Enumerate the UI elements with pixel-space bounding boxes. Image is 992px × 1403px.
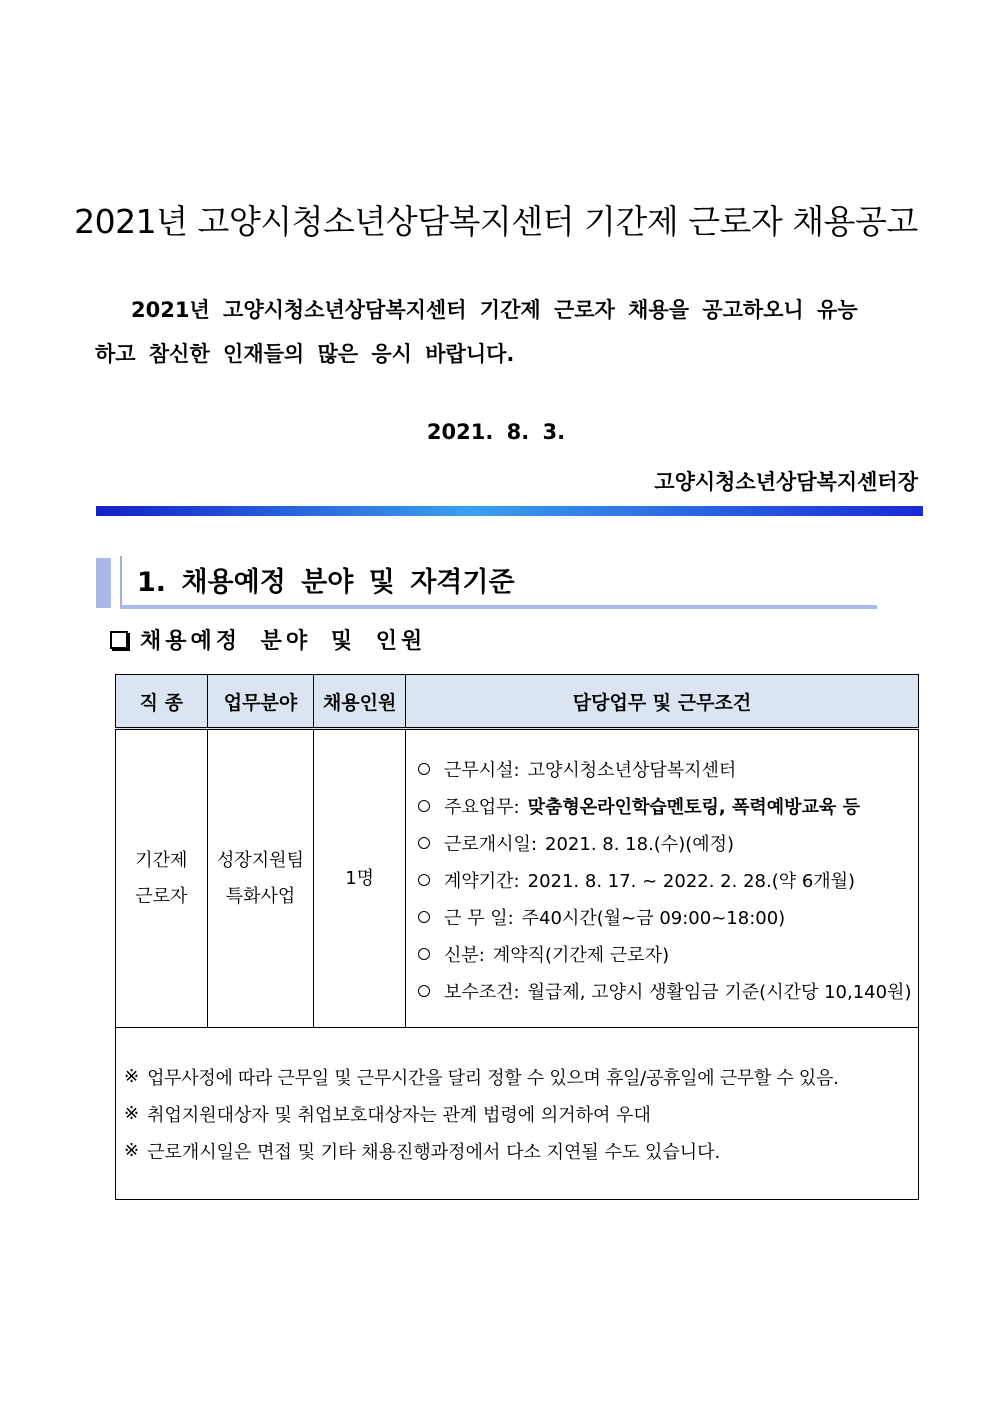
- duty-value: 계약직(기간제 근로자): [492, 944, 670, 966]
- duty-item-main-work: [416, 787, 918, 824]
- duty-label: 근로개시일:: [444, 833, 538, 855]
- circle-bullet-icon: [418, 763, 430, 775]
- intro-line-2: 하고 참신한 인재들의 많은 응시 바랍니다.: [95, 342, 515, 366]
- section-underline: [120, 605, 877, 609]
- note-item: [124, 1095, 918, 1132]
- duty-label: 주요업무:: [444, 796, 520, 818]
- notes-row: [116, 1028, 919, 1200]
- issuer-name: 고양시청소년상담복지센터장: [654, 470, 918, 494]
- duty-item-pay: [416, 972, 918, 1009]
- duty-label: 근 무 일:: [444, 907, 514, 929]
- cell-duties: [406, 729, 919, 1028]
- subheading-text: 채용예정 분야 및 인원: [140, 629, 427, 654]
- header-count: 채용인원: [314, 675, 406, 729]
- circle-bullet-icon: [418, 800, 430, 812]
- duty-value: 2021. 8. 18.(수)(예정): [545, 833, 735, 855]
- circle-bullet-icon: [418, 985, 430, 997]
- job-type-line-1: 기간제: [135, 849, 188, 871]
- section-title: 1. 채용예정 분야 및 자격기준: [137, 567, 515, 598]
- circle-bullet-icon: [418, 948, 430, 960]
- note-item: [124, 1058, 918, 1095]
- reference-mark-icon: ※: [124, 1140, 140, 1161]
- duty-value: 고양시청소년상담복지센터: [527, 759, 737, 781]
- intro-line-1: 2021년 고양시청소년상담복지센터 기간제 근로자 채용을 공고하오니 유능: [131, 298, 858, 322]
- circle-bullet-icon: [418, 874, 430, 886]
- table-header-row: [116, 675, 919, 729]
- field-line-1: 성장지원팀: [217, 849, 304, 871]
- job-type-line-2: 근로자: [135, 885, 188, 907]
- duty-value: 주40시간(월~금 09:00~18:00): [521, 907, 786, 929]
- duty-item-work-days: [416, 898, 918, 935]
- duty-item-facility: [416, 750, 918, 787]
- duty-label: 계약기간:: [444, 870, 520, 892]
- circle-bullet-icon: [418, 837, 430, 849]
- checkbox-square-icon: [110, 631, 128, 649]
- duty-value: 2021. 8. 17. ~ 2022. 2. 28.(약 6개월): [527, 870, 856, 892]
- duty-label: 신분:: [444, 944, 485, 966]
- note-text: 업무사정에 따라 근무일 및 근무시간을 달리 정할 수 있으며 휴일/공휴일에 근무할 수 있음.: [147, 1067, 839, 1089]
- note-item: [124, 1132, 918, 1169]
- duty-value: 월급제, 고양시 생활임금 기준(시간당 10,140원): [527, 981, 912, 1003]
- cell-notes: [116, 1028, 919, 1200]
- section-accent-bar: [96, 558, 111, 608]
- header-job-type: 직 종: [116, 675, 208, 729]
- section-border-left: [120, 556, 122, 608]
- recruitment-table: [115, 674, 919, 1200]
- table-row: [116, 729, 919, 1028]
- note-text: 취업지원대상자 및 취업보호대상자는 관계 법령에 의거하여 우대: [147, 1104, 651, 1126]
- circle-bullet-icon: [418, 911, 430, 923]
- reference-mark-icon: ※: [124, 1103, 140, 1124]
- duty-label: 보수조건:: [444, 981, 520, 1003]
- duty-item-contract-period: [416, 861, 918, 898]
- field-line-2: 특화사업: [225, 885, 296, 907]
- duty-item-start-date: [416, 824, 918, 861]
- duty-item-status: [416, 935, 918, 972]
- document-title: 2021년 고양시청소년상담복지센터 기간제 근로자 채용공고: [74, 202, 918, 241]
- announcement-date: 2021. 8. 3.: [426, 420, 566, 444]
- note-text: 근로개시일은 면접 및 기타 채용진행과정에서 다소 지연될 수도 있습니다.: [147, 1141, 721, 1163]
- header-duties: 담당업무 및 근무조건: [406, 675, 919, 729]
- subheading: [110, 624, 426, 655]
- cell-job-type: [116, 729, 208, 1028]
- duty-value: 맞춤형온라인학습멘토링, 폭력예방교육 등: [527, 796, 860, 818]
- cell-count: 1명: [314, 729, 406, 1028]
- duty-label: 근무시설:: [444, 759, 520, 781]
- intro-paragraph: [95, 288, 895, 376]
- cell-field: [207, 729, 314, 1028]
- reference-mark-icon: ※: [124, 1066, 140, 1087]
- header-field: 업무분야: [207, 675, 314, 729]
- gradient-divider: [96, 506, 923, 516]
